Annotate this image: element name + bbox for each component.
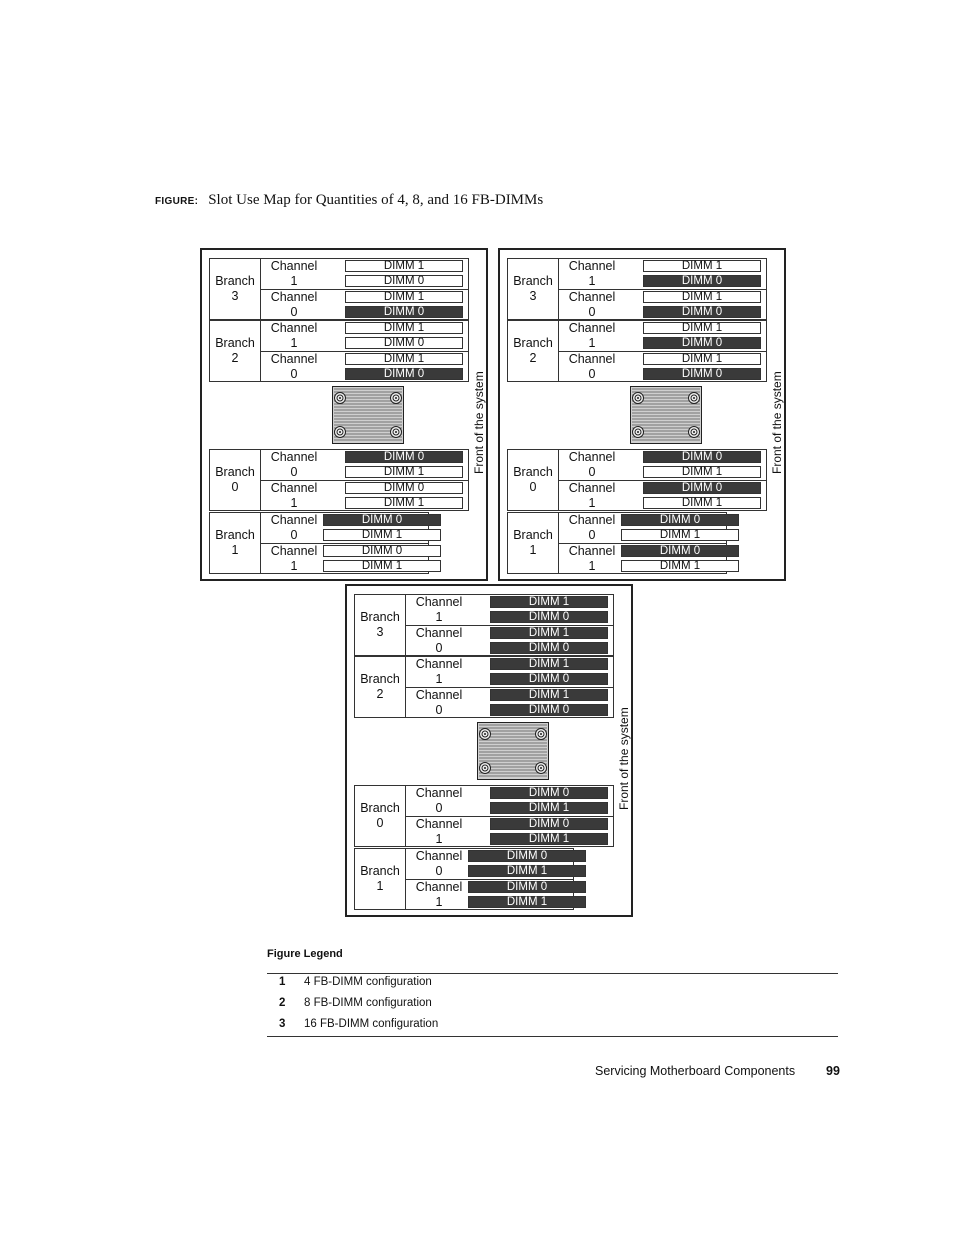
dimm-slot: DIMM 1 bbox=[345, 291, 463, 303]
dimm-slot: DIMM 0 bbox=[643, 275, 761, 287]
legend-item bbox=[279, 1018, 438, 1030]
channel-label bbox=[261, 321, 327, 351]
channel-label bbox=[406, 595, 472, 625]
dimm-slot: DIMM 1 bbox=[323, 529, 441, 541]
branch-label bbox=[209, 465, 261, 495]
channel-word: Channel bbox=[568, 450, 616, 464]
channel-word: Channel bbox=[568, 544, 616, 558]
branch-label bbox=[507, 465, 559, 495]
channel-word: Channel bbox=[270, 481, 318, 495]
config-panel-3 bbox=[345, 584, 633, 917]
channel-label bbox=[406, 880, 472, 910]
channel-number: 1 bbox=[290, 496, 298, 510]
branch-word: Branch bbox=[513, 336, 553, 350]
dimm-slot: DIMM 1 bbox=[323, 560, 441, 572]
branch-number: 0 bbox=[376, 816, 384, 830]
front-of-system-label: Front of the system bbox=[617, 707, 631, 810]
channel-word: Channel bbox=[270, 290, 318, 304]
legend-item-number: 1 bbox=[279, 976, 286, 988]
branch-label bbox=[354, 864, 406, 894]
branch-word: Branch bbox=[215, 528, 255, 542]
dimm-slot: DIMM 1 bbox=[643, 466, 761, 478]
cpu-heatsink-icon bbox=[630, 386, 702, 444]
legend-title: Figure Legend bbox=[267, 948, 343, 960]
branch-number: 3 bbox=[529, 289, 537, 303]
legend-item bbox=[279, 976, 432, 988]
footer-section-title: Servicing Motherboard Components bbox=[595, 1064, 796, 1078]
dimm-slot: DIMM 1 bbox=[345, 260, 463, 272]
dimm-slot: DIMM 0 bbox=[468, 850, 586, 862]
channel-number: 0 bbox=[435, 864, 443, 878]
channel-number: 0 bbox=[290, 465, 298, 479]
dimm-slot: DIMM 1 bbox=[490, 689, 608, 701]
dimm-slot: DIMM 0 bbox=[345, 337, 463, 349]
branch-label bbox=[507, 336, 559, 366]
channel-number: 1 bbox=[588, 274, 596, 288]
dimm-slot: DIMM 1 bbox=[490, 658, 608, 670]
legend-item-text: 8 FB-DIMM configuration bbox=[304, 997, 432, 1009]
dimm-slot: DIMM 0 bbox=[643, 482, 761, 494]
dimm-slot: DIMM 0 bbox=[643, 337, 761, 349]
dimm-slot: DIMM 0 bbox=[345, 306, 463, 318]
branch-number: 1 bbox=[529, 543, 537, 557]
dimm-slot: DIMM 0 bbox=[323, 514, 441, 526]
branch-number: 0 bbox=[231, 480, 239, 494]
channel-label bbox=[261, 513, 327, 543]
legend-bottom-rule bbox=[267, 1036, 838, 1037]
branch-label bbox=[209, 274, 261, 304]
channel-label bbox=[559, 481, 625, 511]
channel-word: Channel bbox=[415, 595, 463, 609]
channel-label bbox=[559, 290, 625, 320]
config-panel-2 bbox=[498, 248, 786, 581]
channel-number: 1 bbox=[290, 336, 298, 350]
branch-number: 2 bbox=[231, 351, 239, 365]
branch-number: 1 bbox=[376, 879, 384, 893]
channel-word: Channel bbox=[415, 817, 463, 831]
cpu-heatsink-icon bbox=[332, 386, 404, 444]
channel-word: Channel bbox=[568, 290, 616, 304]
dimm-slot: DIMM 0 bbox=[643, 306, 761, 318]
dimm-slot: DIMM 0 bbox=[490, 818, 608, 830]
channel-number: 1 bbox=[588, 496, 596, 510]
channel-word: Channel bbox=[415, 849, 463, 863]
dimm-slot: DIMM 1 bbox=[490, 596, 608, 608]
channel-label bbox=[406, 688, 472, 718]
channel-word: Channel bbox=[415, 786, 463, 800]
channel-label bbox=[261, 352, 327, 382]
legend-item-text: 16 FB-DIMM configuration bbox=[304, 1018, 439, 1030]
channel-number: 0 bbox=[588, 367, 596, 381]
front-of-system-label: Front of the system bbox=[472, 371, 486, 474]
channel-word: Channel bbox=[270, 321, 318, 335]
dimm-slot: DIMM 0 bbox=[345, 368, 463, 380]
branch-word: Branch bbox=[215, 274, 255, 288]
channel-label bbox=[406, 626, 472, 656]
branch-word: Branch bbox=[215, 465, 255, 479]
channel-label bbox=[261, 290, 327, 320]
channel-label bbox=[261, 481, 327, 511]
channel-number: 1 bbox=[435, 672, 443, 686]
branch-label bbox=[354, 672, 406, 702]
dimm-slot: DIMM 1 bbox=[621, 529, 739, 541]
channel-number: 0 bbox=[290, 528, 298, 542]
dimm-slot: DIMM 1 bbox=[468, 865, 586, 877]
config-panel-1 bbox=[200, 248, 488, 581]
channel-label bbox=[406, 786, 472, 816]
channel-word: Channel bbox=[270, 259, 318, 273]
dimm-slot: DIMM 1 bbox=[643, 260, 761, 272]
dimm-slot: DIMM 0 bbox=[345, 275, 463, 287]
page-number: 99 bbox=[826, 1064, 840, 1078]
channel-word: Channel bbox=[270, 352, 318, 366]
branch-word: Branch bbox=[360, 610, 400, 624]
branch-number: 2 bbox=[529, 351, 537, 365]
dimm-slot: DIMM 0 bbox=[621, 514, 739, 526]
channel-word: Channel bbox=[270, 513, 318, 527]
cpu-heatsink-icon bbox=[477, 722, 549, 780]
dimm-slot: DIMM 0 bbox=[490, 642, 608, 654]
branch-word: Branch bbox=[215, 336, 255, 350]
channel-word: Channel bbox=[568, 513, 616, 527]
dimm-slot: DIMM 0 bbox=[621, 545, 739, 557]
channel-number: 1 bbox=[588, 559, 596, 573]
dimm-slot: DIMM 0 bbox=[490, 787, 608, 799]
channel-word: Channel bbox=[270, 544, 318, 558]
channel-label bbox=[406, 817, 472, 847]
branch-number: 3 bbox=[376, 625, 384, 639]
channel-word: Channel bbox=[568, 481, 616, 495]
channel-word: Channel bbox=[568, 259, 616, 273]
branch-label bbox=[209, 336, 261, 366]
front-of-system-label: Front of the system bbox=[770, 371, 784, 474]
branch-number: 2 bbox=[376, 687, 384, 701]
dimm-slot: DIMM 1 bbox=[490, 627, 608, 639]
legend-item-number: 3 bbox=[279, 1018, 286, 1030]
channel-number: 0 bbox=[290, 305, 298, 319]
channel-word: Channel bbox=[415, 880, 463, 894]
branch-number: 1 bbox=[231, 543, 239, 557]
channel-word: Channel bbox=[415, 657, 463, 671]
dimm-slot: DIMM 1 bbox=[345, 466, 463, 478]
dimm-slot: DIMM 0 bbox=[468, 881, 586, 893]
channel-word: Channel bbox=[415, 626, 463, 640]
dimm-slot: DIMM 0 bbox=[490, 673, 608, 685]
channel-label bbox=[559, 259, 625, 289]
figure-label: FIGURE: bbox=[155, 196, 199, 207]
branch-word: Branch bbox=[513, 465, 553, 479]
dimm-slot: DIMM 0 bbox=[490, 704, 608, 716]
dimm-slot: DIMM 1 bbox=[490, 802, 608, 814]
branch-number: 0 bbox=[529, 480, 537, 494]
channel-label bbox=[559, 450, 625, 480]
dimm-slot: DIMM 1 bbox=[490, 833, 608, 845]
channel-word: Channel bbox=[270, 450, 318, 464]
branch-number: 3 bbox=[231, 289, 239, 303]
dimm-slot: DIMM 1 bbox=[345, 497, 463, 509]
channel-label bbox=[559, 352, 625, 382]
dimm-slot: DIMM 0 bbox=[345, 482, 463, 494]
channel-word: Channel bbox=[415, 688, 463, 702]
dimm-slot: DIMM 0 bbox=[345, 451, 463, 463]
channel-label bbox=[559, 513, 625, 543]
branch-label bbox=[354, 801, 406, 831]
channel-label bbox=[261, 259, 327, 289]
dimm-slot: DIMM 0 bbox=[490, 611, 608, 623]
channel-number: 0 bbox=[588, 465, 596, 479]
channel-number: 0 bbox=[588, 305, 596, 319]
channel-number: 1 bbox=[435, 832, 443, 846]
legend-item-text: 4 FB-DIMM configuration bbox=[304, 976, 432, 988]
branch-word: Branch bbox=[360, 864, 400, 878]
channel-label bbox=[261, 450, 327, 480]
channel-number: 0 bbox=[435, 801, 443, 815]
dimm-slot: DIMM 0 bbox=[323, 545, 441, 557]
channel-number: 0 bbox=[435, 641, 443, 655]
branch-label bbox=[507, 274, 559, 304]
channel-label bbox=[559, 321, 625, 351]
channel-number: 1 bbox=[588, 336, 596, 350]
dimm-slot: DIMM 1 bbox=[643, 353, 761, 365]
dimm-slot: DIMM 0 bbox=[643, 368, 761, 380]
figure-caption: Slot Use Map for Quantities of 4, 8, and 16 FB-DIMMs bbox=[208, 192, 544, 208]
branch-word: Branch bbox=[513, 528, 553, 542]
channel-word: Channel bbox=[568, 321, 616, 335]
dimm-slot: DIMM 1 bbox=[643, 497, 761, 509]
branch-word: Branch bbox=[513, 274, 553, 288]
channel-label bbox=[406, 849, 472, 879]
channel-number: 1 bbox=[290, 274, 298, 288]
branch-label bbox=[507, 528, 559, 558]
dimm-slot: DIMM 1 bbox=[643, 322, 761, 334]
channel-number: 0 bbox=[435, 703, 443, 717]
channel-number: 1 bbox=[435, 610, 443, 624]
branch-label bbox=[354, 610, 406, 640]
dimm-slot: DIMM 1 bbox=[468, 896, 586, 908]
channel-number: 1 bbox=[435, 895, 443, 909]
dimm-slot: DIMM 1 bbox=[621, 560, 739, 572]
branch-label bbox=[209, 528, 261, 558]
channel-word: Channel bbox=[568, 352, 616, 366]
branch-word: Branch bbox=[360, 801, 400, 815]
dimm-slot: DIMM 0 bbox=[643, 451, 761, 463]
channel-number: 0 bbox=[290, 367, 298, 381]
channel-label bbox=[406, 657, 472, 687]
channel-label bbox=[261, 544, 327, 574]
branch-word: Branch bbox=[360, 672, 400, 686]
dimm-slot: DIMM 1 bbox=[345, 322, 463, 334]
dimm-slot: DIMM 1 bbox=[643, 291, 761, 303]
channel-label bbox=[559, 544, 625, 574]
dimm-slot: DIMM 1 bbox=[345, 353, 463, 365]
legend-top-rule bbox=[267, 973, 838, 974]
legend-item bbox=[279, 997, 432, 1009]
channel-number: 1 bbox=[290, 559, 298, 573]
legend-item-number: 2 bbox=[279, 997, 286, 1009]
figure-title bbox=[155, 191, 543, 209]
channel-number: 0 bbox=[588, 528, 596, 542]
